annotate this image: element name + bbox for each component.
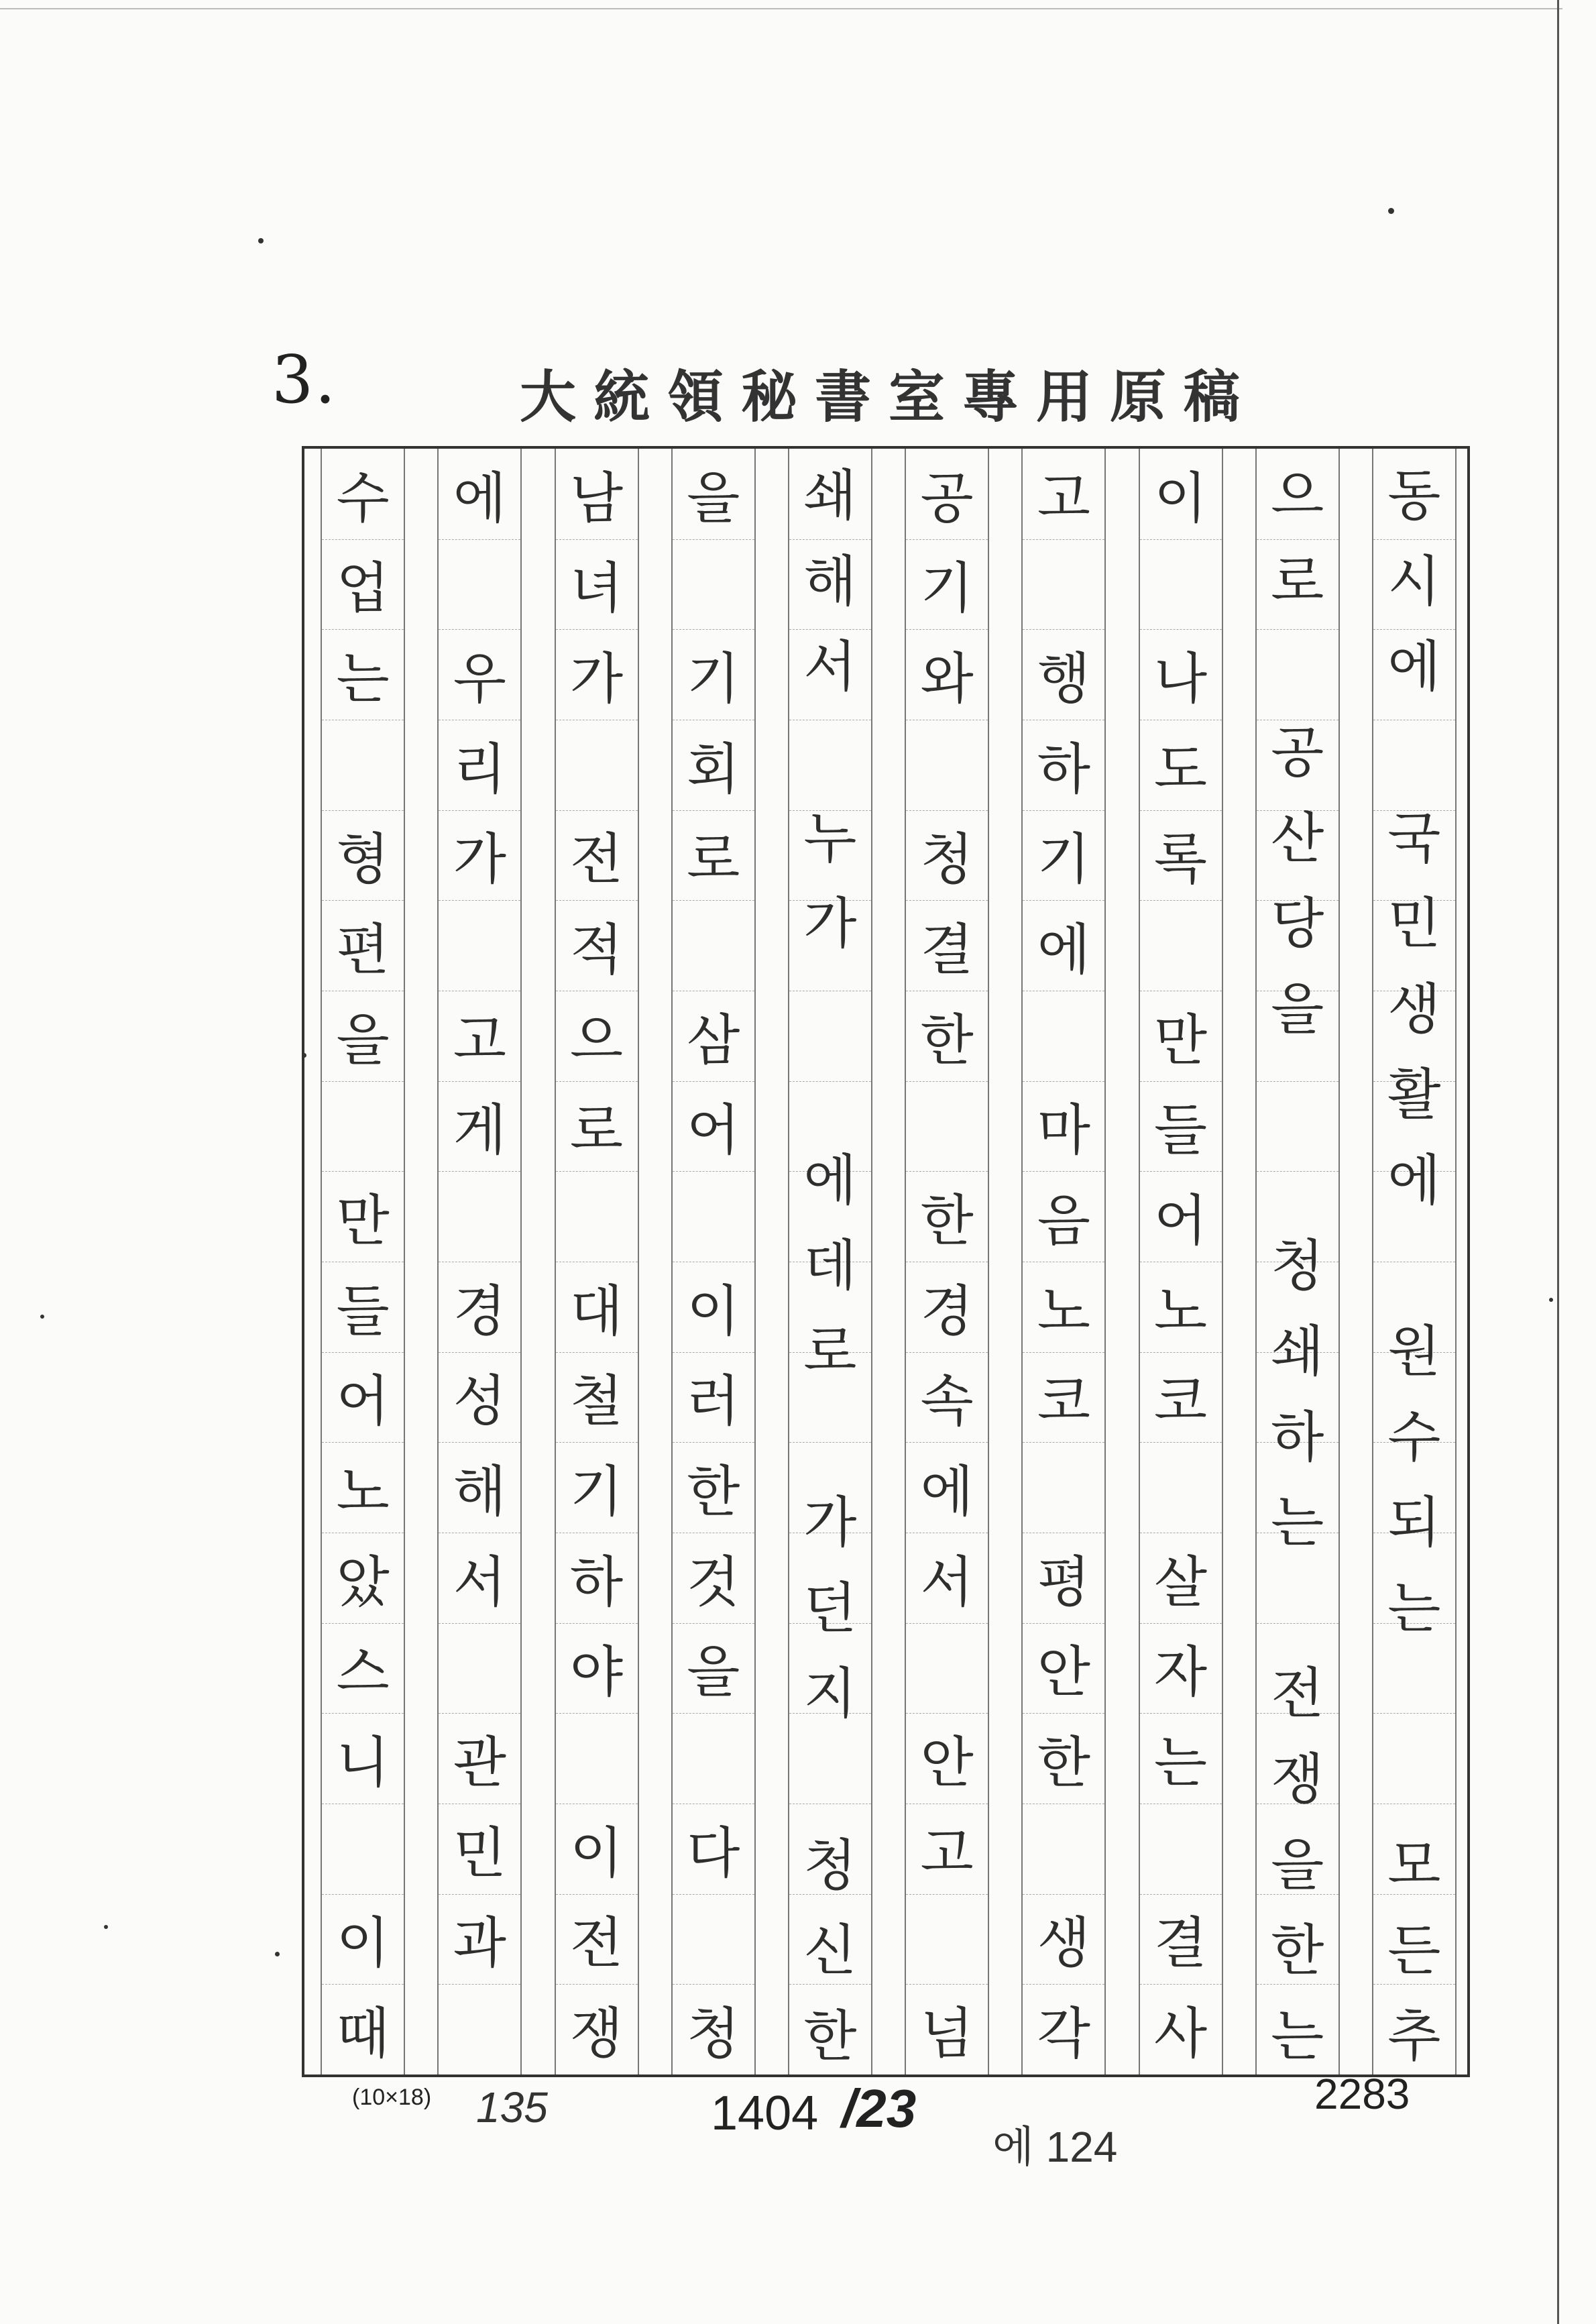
manuscript-cell: 속 <box>920 1370 974 1434</box>
manuscript-cell <box>322 720 404 810</box>
manuscript-cell: 살 <box>1153 1550 1208 1614</box>
manuscript-column <box>555 449 639 2074</box>
manuscript-cell: 어 <box>687 1099 740 1163</box>
manuscript-cell: 도 <box>1153 737 1208 801</box>
manuscript-cell <box>439 1984 520 2074</box>
manuscript-cell: 한 <box>920 1008 974 1072</box>
manuscript-cell: 전 <box>569 1912 624 1976</box>
manuscript-cell <box>789 706 871 791</box>
manuscript-cell: 쟁 <box>569 2002 624 2066</box>
manuscript-cell: 가 <box>569 647 624 712</box>
manuscript-cell: 해 <box>453 1460 506 1525</box>
manuscript-cell: 편 <box>336 918 390 983</box>
manuscript-cell <box>1140 539 1222 630</box>
manuscript-grid <box>302 446 1470 2077</box>
manuscript-cell: 평 <box>1037 1550 1090 1614</box>
manuscript-cell: 으 <box>569 1008 624 1072</box>
manuscript-cell: 수 <box>336 466 390 531</box>
manuscript-cell: 기 <box>1037 828 1090 892</box>
manuscript-cell: 는 <box>1153 1731 1208 1795</box>
manuscript-cell: 에 <box>453 466 506 531</box>
manuscript-cell: 안 <box>920 1731 974 1795</box>
manuscript-cell: 녀 <box>569 557 624 621</box>
manuscript-cell: 때 <box>336 2002 390 2066</box>
manuscript-cell: 러 <box>687 1370 740 1434</box>
manuscript-cell: 만 <box>1153 1008 1208 1072</box>
manuscript-cell: 나 <box>1153 647 1208 712</box>
handwritten-number: /23 <box>842 2079 917 2138</box>
manuscript-cell <box>556 1713 638 1804</box>
manuscript-cell <box>789 1048 871 1133</box>
manuscript-cell: 경 <box>920 1279 974 1343</box>
manuscript-cell: 과 <box>453 1912 506 1976</box>
manuscript-cell: 니 <box>336 1731 390 1795</box>
manuscript-cell <box>322 1081 404 1172</box>
manuscript-cell: 청 <box>1271 1234 1324 1298</box>
manuscript-column <box>1372 449 1457 2074</box>
manuscript-cell: 추 <box>1387 2004 1441 2068</box>
manuscript-cell: 노 <box>1037 1279 1090 1343</box>
manuscript-cell <box>1023 1442 1104 1533</box>
manuscript-cell: 로 <box>803 1320 857 1384</box>
page-number: 2283 <box>1314 2070 1410 2118</box>
manuscript-cell: 마 <box>1037 1099 1090 1163</box>
manuscript-cell: 데 <box>803 1234 857 1298</box>
manuscript-cell <box>789 962 871 1048</box>
manuscript-cell: 서 <box>453 1550 506 1614</box>
manuscript-cell <box>556 1171 638 1262</box>
manuscript-cell: 하 <box>1271 1405 1324 1470</box>
manuscript-cell: 한 <box>920 1189 974 1254</box>
manuscript-cell: 각 <box>1037 2002 1090 2066</box>
manuscript-column <box>1139 449 1223 2074</box>
manuscript-cell: 남 <box>569 466 624 531</box>
manuscript-cell: 어 <box>336 1370 390 1434</box>
manuscript-cell <box>1257 1133 1338 1219</box>
manuscript-cell: 로 <box>569 1099 624 1163</box>
manuscript-cell: 을 <box>687 466 740 531</box>
manuscript-cell: 동 <box>1387 464 1441 529</box>
manuscript-cell <box>789 1732 871 1818</box>
manuscript-cell: 적 <box>569 918 624 983</box>
manuscript-cell <box>673 539 754 630</box>
manuscript-cell: 우 <box>453 647 506 712</box>
manuscript-cell: 생 <box>1037 1912 1090 1976</box>
manuscript-cell: 고 <box>920 1821 974 1885</box>
manuscript-cell: 결 <box>920 918 974 983</box>
manuscript-cell <box>1023 539 1104 630</box>
manuscript-cell: 서 <box>920 1550 974 1614</box>
manuscript-cell: 기 <box>569 1460 624 1525</box>
manuscript-cell: 청 <box>803 1833 857 1897</box>
manuscript-cell: 한 <box>1271 1919 1324 1983</box>
manuscript-cell: 업 <box>336 557 390 621</box>
manuscript-cell: 경 <box>453 1279 506 1343</box>
manuscript-cell <box>1373 1732 1455 1818</box>
manuscript-cell <box>1023 1804 1104 1894</box>
manuscript-cell: 관 <box>453 1731 506 1795</box>
manuscript-cell: 이 <box>569 1821 624 1885</box>
paper-speck <box>275 1952 280 1956</box>
manuscript-cell: 전 <box>1271 1662 1324 1726</box>
manuscript-cell <box>1373 1647 1455 1732</box>
manuscript-cell <box>673 1713 754 1804</box>
manuscript-cell <box>322 1804 404 1894</box>
manuscript-cell: 넘 <box>920 2002 974 2066</box>
manuscript-cell: 회 <box>687 737 740 801</box>
manuscript-cell: 던 <box>803 1576 857 1641</box>
manuscript-cell: 기 <box>920 557 974 621</box>
paper-speck <box>258 238 264 243</box>
manuscript-cell <box>1140 1804 1222 1894</box>
manuscript-cell: 삼 <box>687 1008 740 1072</box>
manuscript-cell: 에 <box>803 1148 857 1213</box>
manuscript-cell: 쇄 <box>1271 1320 1324 1384</box>
partial-text: 에 124 <box>992 2123 1118 2171</box>
manuscript-cell: 공 <box>920 466 974 531</box>
manuscript-cell <box>1023 991 1104 1081</box>
manuscript-cell: 스 <box>336 1641 390 1705</box>
manuscript-cell: 가 <box>453 828 506 892</box>
manuscript-cell: 을 <box>336 1008 390 1072</box>
manuscript-cell: 다 <box>687 1821 740 1885</box>
manuscript-cell: 국 <box>1387 806 1441 871</box>
manuscript-cell: 모 <box>1387 1833 1441 1897</box>
manuscript-cell: 한 <box>687 1460 740 1525</box>
manuscript-cell: 로 <box>687 828 740 892</box>
paper-speck <box>40 1315 44 1319</box>
manuscript-cell <box>1140 900 1222 991</box>
manuscript-cell: 에 <box>1387 1148 1441 1213</box>
manuscript-cell: 기 <box>687 647 740 712</box>
manuscript-cell: 하 <box>569 1550 624 1614</box>
manuscript-cell: 는 <box>1271 2004 1324 2068</box>
manuscript-cell: 서 <box>803 635 857 700</box>
manuscript-cell: 에 <box>920 1460 974 1525</box>
manuscript-cell <box>1257 1048 1338 1133</box>
manuscript-cell: 누 <box>803 806 857 871</box>
manuscript-cell <box>1140 1442 1222 1533</box>
manuscript-cell: 이 <box>687 1279 740 1343</box>
manuscript-cell <box>906 1623 988 1714</box>
manuscript-cell: 노 <box>336 1460 390 1525</box>
manuscript-cell: 들 <box>336 1279 390 1343</box>
manuscript-cell: 신 <box>803 1919 857 1983</box>
manuscript-cell: 형 <box>336 828 390 892</box>
page-right-edge <box>1557 0 1559 2324</box>
manuscript-cell: 전 <box>569 828 624 892</box>
manuscript-cell <box>673 1171 754 1262</box>
manuscript-cell: 청 <box>687 2002 740 2066</box>
page-top-edge <box>0 8 1562 9</box>
manuscript-cell: 에 <box>1387 635 1441 700</box>
manuscript-cell <box>1257 620 1338 706</box>
manuscript-cell: 는 <box>336 647 390 712</box>
manuscript-cell: 고 <box>453 1008 506 1072</box>
manuscript-cell: 것 <box>687 1550 740 1614</box>
manuscript-cell: 들 <box>1153 1099 1208 1163</box>
manuscript-cell: 만 <box>336 1189 390 1254</box>
manuscript-cell: 가 <box>803 892 857 956</box>
manuscript-cell: 철 <box>569 1370 624 1434</box>
handwritten-note-left: 135 <box>476 2083 548 2132</box>
manuscript-cell: 안 <box>1037 1641 1090 1705</box>
manuscript-cell: 민 <box>1387 892 1441 956</box>
grid-size-label: (10×18) <box>352 2085 432 2110</box>
manuscript-cell: 자 <box>1153 1641 1208 1705</box>
manuscript-header-title: 大統領秘書室專用原稿 <box>519 364 1257 430</box>
manuscript-cell: 을 <box>687 1641 740 1705</box>
manuscript-cell: 원 <box>1387 1320 1441 1384</box>
manuscript-cell: 당 <box>1271 892 1324 956</box>
manuscript-cell: 야 <box>569 1641 624 1705</box>
manuscript-cell <box>789 1390 871 1476</box>
manuscript-cell: 와 <box>920 647 974 712</box>
manuscript-cell <box>906 1894 988 1985</box>
manuscript-cell: 게 <box>453 1099 506 1163</box>
manuscript-column <box>1255 449 1340 2074</box>
manuscript-cell: 활 <box>1387 1063 1441 1127</box>
manuscript-cell: 청 <box>920 828 974 892</box>
manuscript-cell: 고 <box>1037 466 1090 531</box>
paper-speck <box>104 1925 108 1929</box>
manuscript-cell: 든 <box>1387 1919 1441 1983</box>
manuscript-column <box>1021 449 1106 2074</box>
manuscript-cell: 을 <box>1271 1833 1324 1897</box>
manuscript-cell: 코 <box>1153 1370 1208 1434</box>
manuscript-cell <box>439 1171 520 1262</box>
manuscript-cell: 리 <box>453 737 506 801</box>
manuscript-column <box>437 449 522 2074</box>
paper-speck <box>1388 208 1394 214</box>
manuscript-column <box>321 449 405 2074</box>
manuscript-cell <box>439 539 520 630</box>
manuscript-cell <box>906 720 988 810</box>
manuscript-cell: 이 <box>1153 466 1208 531</box>
manuscript-cell: 어 <box>1153 1189 1208 1254</box>
manuscript-cell: 았 <box>336 1550 390 1614</box>
manuscript-cell: 사 <box>1153 2002 1208 2066</box>
manuscript-cell: 는 <box>1387 1576 1441 1641</box>
manuscript-cell <box>439 1623 520 1714</box>
manuscript-cell <box>556 720 638 810</box>
paper-speck <box>302 1053 306 1058</box>
manuscript-cell: 대 <box>569 1279 624 1343</box>
manuscript-cell: 에 <box>1037 918 1090 983</box>
manuscript-cell: 가 <box>803 1491 857 1555</box>
manuscript-cell <box>439 900 520 991</box>
manuscript-cell: 해 <box>803 549 857 614</box>
manuscript-cell: 로 <box>1271 549 1324 614</box>
manuscript-cell: 쇄 <box>803 464 857 529</box>
manuscript-cell: 록 <box>1153 828 1208 892</box>
manuscript-cell <box>673 1894 754 1985</box>
manuscript-cell <box>1373 706 1455 791</box>
manuscript-cell: 이 <box>336 1912 390 1976</box>
manuscript-cell: 성 <box>453 1370 506 1434</box>
manuscript-cell: 되 <box>1387 1491 1441 1555</box>
manuscript-cell: 수 <box>1387 1405 1441 1470</box>
printed-number: 1404 <box>711 2087 819 2140</box>
manuscript-column <box>788 449 872 2074</box>
manuscript-cell <box>1257 1561 1338 1647</box>
manuscript-cell: 공 <box>1271 721 1324 785</box>
manuscript-cell: 행 <box>1037 647 1090 712</box>
manuscript-cell: 결 <box>1153 1912 1208 1976</box>
manuscript-cell: 하 <box>1037 737 1090 801</box>
manuscript-cell: 코 <box>1037 1370 1090 1434</box>
manuscript-cell: 한 <box>1037 1731 1090 1795</box>
manuscript-cell: 한 <box>803 2004 857 2068</box>
manuscript-cell: 는 <box>1271 1491 1324 1555</box>
manuscript-cell: 음 <box>1037 1189 1090 1254</box>
paper-speck <box>1549 1298 1553 1302</box>
manuscript-cell: 쟁 <box>1271 1747 1324 1812</box>
manuscript-cell: 으 <box>1271 464 1324 529</box>
manuscript-cell: 민 <box>453 1821 506 1885</box>
manuscript-cell: 생 <box>1387 977 1441 1042</box>
manuscript-column <box>671 449 756 2074</box>
manuscript-cell: 노 <box>1153 1279 1208 1343</box>
manuscript-cell <box>673 900 754 991</box>
manuscript-column <box>905 449 989 2074</box>
manuscript-cell: 지 <box>803 1662 857 1726</box>
manuscript-cell <box>1373 1219 1455 1305</box>
manuscript-cell <box>906 1081 988 1172</box>
manuscript-cell: 을 <box>1271 977 1324 1042</box>
manuscript-cell: 산 <box>1271 806 1324 871</box>
page-mark: 3. <box>272 342 337 419</box>
manuscript-cell: 시 <box>1387 549 1441 614</box>
